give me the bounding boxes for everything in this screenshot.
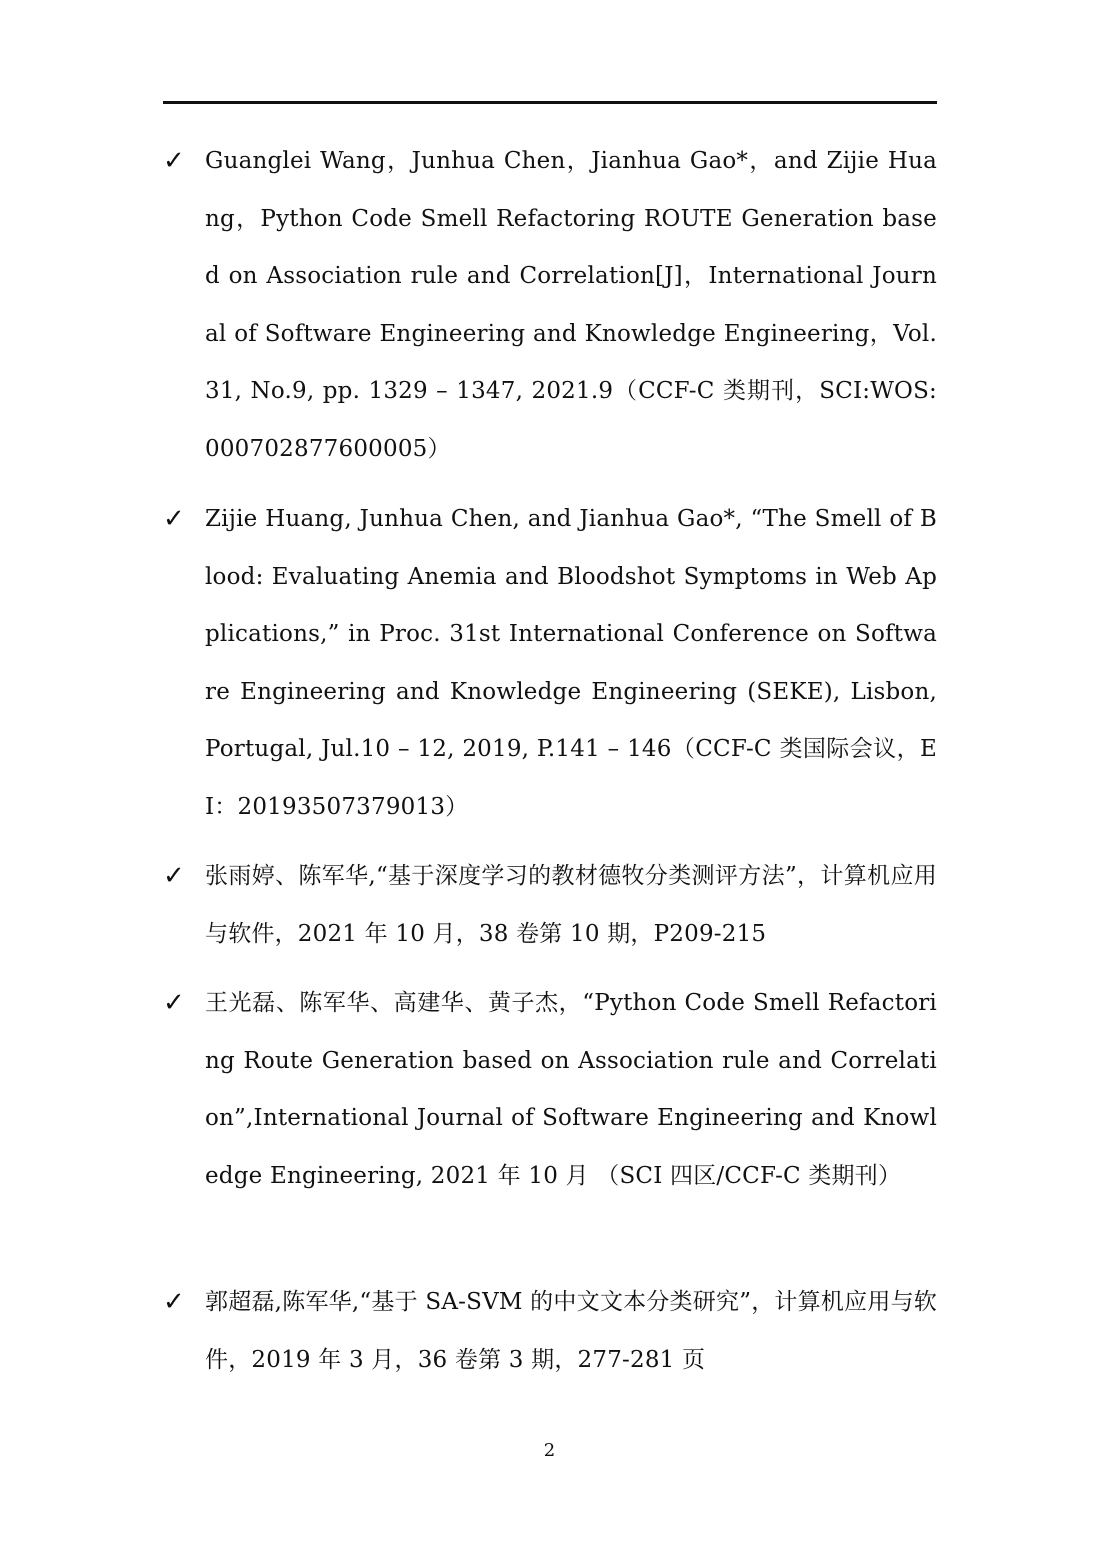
publication-entry-3 <box>163 848 937 963</box>
publication-text: 张雨婷、陈军华,“基于深度学习的教材德牧分类测评方法”，计算机应用与软件，2021 年 10 月，38 卷第 10 期，P209-215 <box>205 863 937 947</box>
publication-entry-2 <box>163 491 937 836</box>
checkmark-icon: ✓ <box>163 988 185 1018</box>
header-rule <box>163 101 937 104</box>
publication-text: Zijie Huang, Junhua Chen, and Jianhua Gao*, “The Smell of Blood: Evaluating Anemia and Bloodshot Symptoms in Web Applications,” in Proc. 31st International Conference on Software Engineering and Knowledge Engineering (SEKE), Lisbon, Portugal, Jul.10 – 12, 2019, P.141 – 146（CCF-C 类国际会议，EI：20193507379013） <box>205 506 937 820</box>
publication-entry-4 <box>163 975 937 1205</box>
page-number: 2 <box>543 1440 556 1461</box>
checkmark-icon: ✓ <box>163 504 185 534</box>
publication-text: 郭超磊,陈军华,“基于 SA-SVM 的中文文本分类研究”，计算机应用与软件，2019 年 3 月，36 卷第 3 期，277-281 页 <box>205 1289 937 1373</box>
checkmark-icon: ✓ <box>163 146 185 176</box>
publication-entry-5 <box>163 1274 937 1389</box>
publication-text: Guanglei Wang，Junhua Chen，Jianhua Gao*，and Zijie Huang，Python Code Smell Refactoring ROUTE Generation based on Association rule and Correlation[J]，International Journal of Software Engineering and Knowledge Engineering，Vol.31, No.9, pp. 1329 – 1347, 2021.9（CCF-C 类期刊，SCI:WOS:000702877600005） <box>205 148 937 462</box>
checkmark-icon: ✓ <box>163 861 185 891</box>
publication-text: 王光磊、陈军华、高建华、黄子杰，“Python Code Smell Refactoring Route Generation based on Association rule and Correlation”,International Journal of Software Engineering and Knowledge Engineering, 2021 年 10 月 （SCI 四区/CCF-C 类期刊） <box>205 990 937 1189</box>
publication-entry-1 <box>163 133 937 478</box>
checkmark-icon: ✓ <box>163 1287 185 1317</box>
